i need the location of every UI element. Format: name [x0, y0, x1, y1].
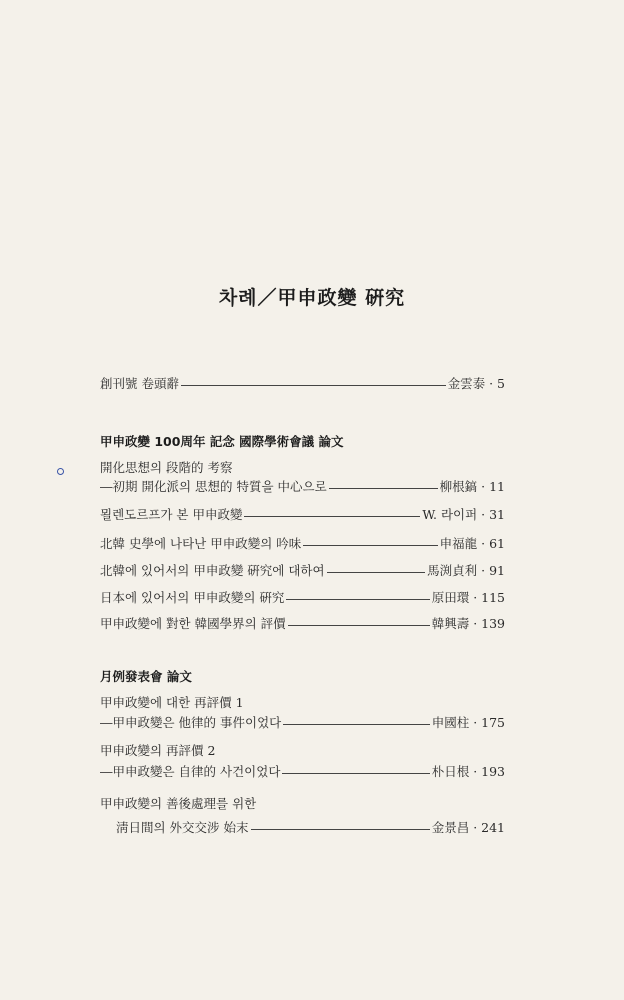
entry-subtitle: ―甲申政變은 自律的 사건이었다 — [100, 764, 281, 779]
entry-author: 韓興壽 — [431, 616, 470, 631]
entry-page: 241 — [481, 820, 505, 835]
entry-title: 北韓 史學에 나타난 甲申政變의 吟味 — [100, 536, 302, 551]
entry-author: 金景昌 — [431, 820, 470, 835]
entry-title: 甲申政變에 對한 韓國學界의 評價 — [100, 616, 286, 631]
entry-page: 5 — [497, 376, 505, 391]
entry-page: 139 — [481, 616, 505, 631]
leader-line — [282, 773, 429, 774]
leader-line — [251, 829, 430, 830]
entry-title: 묄렌도르프가 본 甲申政變 — [100, 507, 243, 522]
entry-author-page: 申福龍 · 61 — [439, 536, 505, 551]
entry-author: 申國柱 — [431, 715, 470, 730]
entry-author: 原田環 — [431, 590, 470, 605]
toc-entry — [100, 503, 505, 523]
leader-line — [303, 545, 437, 546]
entry-author-page: 朴日根 · 193 — [431, 764, 505, 779]
toc-entry — [116, 816, 505, 836]
entry-page: 31 — [489, 507, 505, 522]
entry-title-line1: 甲申政變에 대한 再評價 1 — [100, 695, 244, 710]
entry-page: 91 — [489, 563, 505, 578]
entry-subtitle: ―甲申政變은 他律的 事件이었다 — [100, 715, 282, 730]
page-title: 차례／甲申政變 硏究 — [218, 287, 406, 309]
section-heading-conference: 甲申政變 100周年 記念 國際學術會議 論文 — [100, 434, 344, 449]
entry-title-line1: 甲申政變의 再評價 2 — [100, 743, 216, 758]
entry-author-page: 金雲泰 · 5 — [447, 376, 505, 391]
entry-author: W. 라이퍼 — [422, 507, 478, 522]
leader-line — [286, 599, 429, 600]
toc-entry — [100, 559, 505, 579]
entry-author-page: 申國柱 · 175 — [431, 715, 505, 730]
section-heading-monthly: 月例發表會 論文 — [100, 669, 192, 684]
entry-page: 115 — [481, 590, 505, 605]
toc-entry — [100, 612, 505, 632]
entry-title: 日本에 있어서의 甲申政變의 硏究 — [100, 590, 285, 605]
entry-title-line1: 甲申政變의 善後處理를 위한 — [100, 796, 257, 811]
entry-page: 61 — [489, 536, 505, 551]
entry-title: 創刊號 卷頭辭 — [100, 376, 179, 391]
entry-page: 193 — [481, 764, 505, 779]
entry-author-page: 原田環 · 115 — [431, 590, 505, 605]
entry-author: 金雲泰 — [447, 376, 486, 391]
entry-subtitle: ―初期 開化派의 思想的 特質을 中心으로 — [100, 479, 327, 494]
entry-author: 馬渕貞利 — [427, 563, 478, 578]
entry-author-page: 金景昌 · 241 — [431, 820, 505, 835]
leader-line — [244, 516, 420, 517]
toc-entry-preface — [100, 372, 505, 392]
entry-title-line1: 開化思想의 段階的 考察 — [100, 460, 233, 475]
entry-page: 175 — [481, 715, 505, 730]
toc-entry — [100, 532, 505, 552]
entry-author: 申福龍 — [439, 536, 478, 551]
ink-mark — [57, 468, 64, 475]
entry-author: 柳根鎬 — [439, 479, 478, 494]
entry-author-page: W. 라이퍼 · 31 — [422, 507, 505, 522]
leader-line — [329, 488, 438, 489]
entry-title: 北韓에 있어서의 甲申政變 硏究에 대하여 — [100, 563, 325, 578]
entry-author-page: 柳根鎬 · 11 — [439, 479, 505, 494]
entry-page: 11 — [489, 479, 505, 494]
leader-line — [283, 724, 429, 725]
toc-entry — [100, 475, 505, 495]
toc-entry — [100, 586, 505, 606]
leader-line — [288, 625, 430, 626]
leader-line — [181, 385, 446, 386]
leader-line — [327, 572, 426, 573]
toc-entry — [100, 711, 505, 731]
toc-entry — [100, 760, 505, 780]
entry-author-page: 韓興壽 · 139 — [431, 616, 505, 631]
entry-author-page: 馬渕貞利 · 91 — [427, 563, 505, 578]
entry-author: 朴日根 — [431, 764, 470, 779]
entry-subtitle: 淸日間의 外交交涉 始末 — [116, 820, 249, 835]
